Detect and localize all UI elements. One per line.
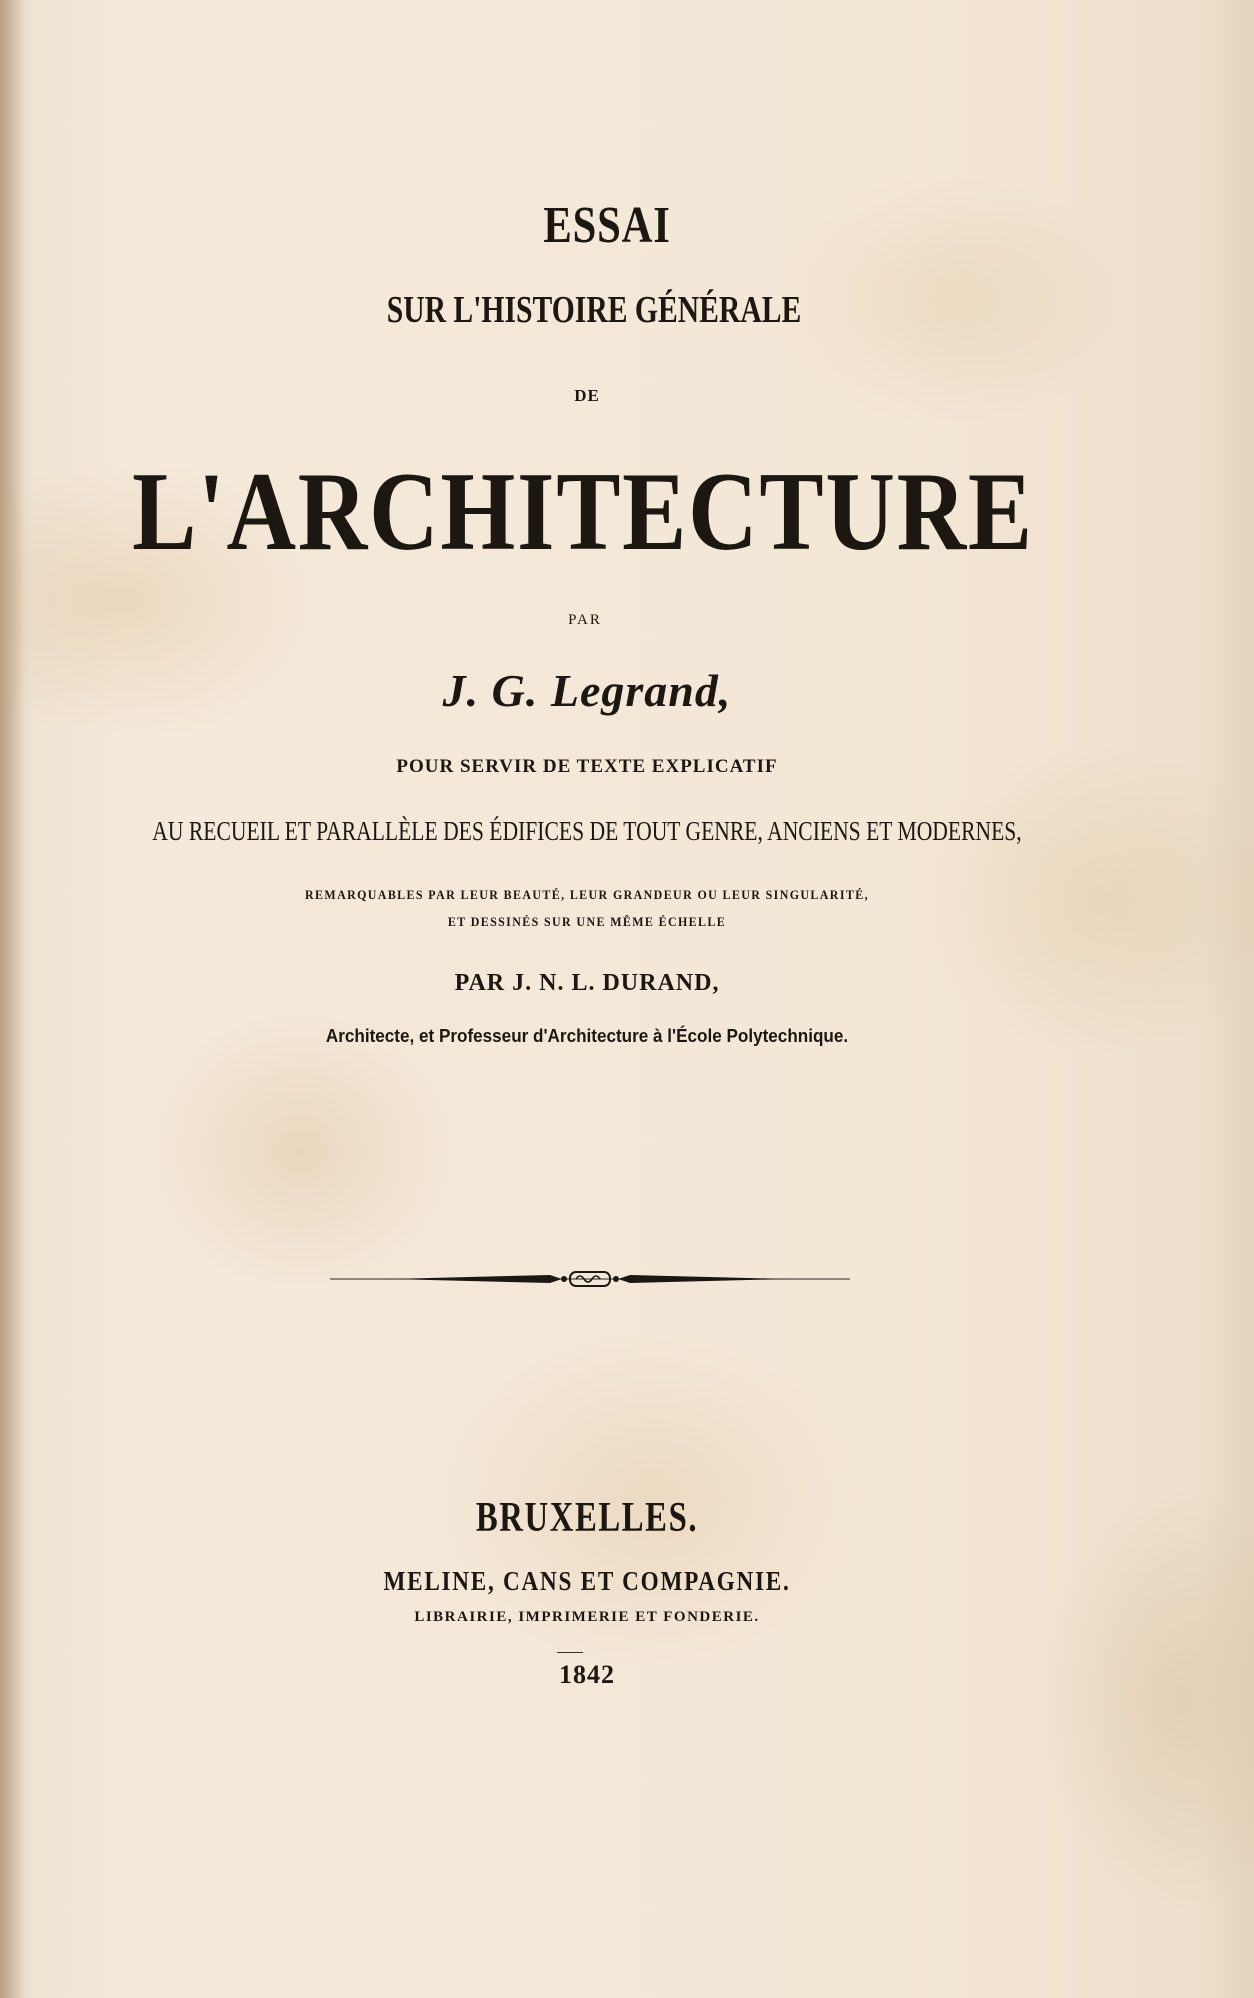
imprint-city: BRUXELLES.: [475, 1495, 699, 1541]
title-sur-histoire: SUR L'HISTOIRE GÉNÉRALE: [386, 289, 802, 331]
decorative-rule-icon: [330, 1264, 850, 1294]
subtitle-remarquables: REMARQUABLES PAR LEUR BEAUTÉ, LEUR GRANDEUR OU LEUR SINGULARITÉ,: [305, 887, 869, 902]
subtitle-dessines: ET DESSINÉS SUR UNE MÊME ÉCHELLE: [447, 914, 727, 929]
imprint-year: 1842: [559, 1660, 615, 1689]
co-author-title: Architecte, et Professeur d'Architecture à l'École Polytechnique.: [325, 1026, 849, 1046]
byline-par: PAR: [568, 612, 602, 628]
imprint-publisher-desc: LIBRAIRIE, IMPRIMERIE ET FONDERIE.: [414, 1609, 760, 1625]
title-architecture: L'ARCHITECTURE: [132, 450, 1034, 574]
title-de: DE: [574, 386, 600, 405]
subtitle-pour-servir: POUR SERVIR DE TEXTE EXPLICATIF: [396, 756, 778, 777]
co-author-durand: PAR J. N. L. DURAND,: [454, 970, 720, 996]
author-name: J. G. Legrand,: [442, 665, 732, 716]
imprint-publisher: MELINE, CANS ET COMPAGNIE.: [383, 1566, 791, 1596]
page-gutter-shadow: [0, 0, 24, 1998]
title-essai: ESSAI: [543, 197, 671, 254]
subtitle-recueil: AU RECUEIL ET PARALLÈLE DES ÉDIFICES DE TOUT GENRE, ANCIENS ET MODERNES,: [152, 816, 1022, 846]
divider: [557, 1652, 583, 1653]
